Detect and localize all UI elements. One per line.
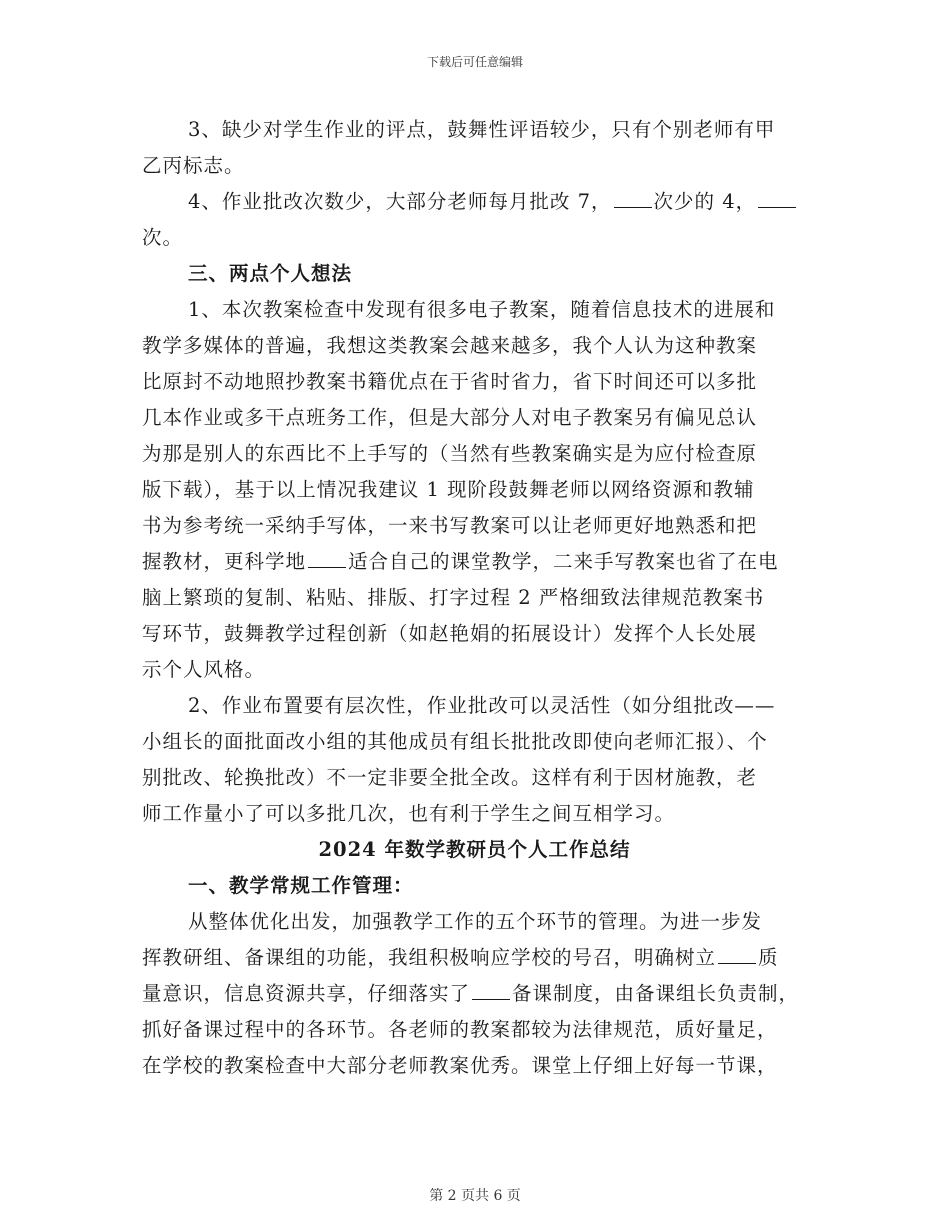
paragraph-line: 3、缺少对学生作业的评点，鼓舞性评语较少，只有个别老师有甲 [188,118,776,141]
text-segment: 量意识，信息资源共享，仔细落实了 [142,982,471,1005]
paragraph-line: 比原封不动地照抄教案书籍优点在于省时省力，省下时间还可以多批 [142,370,758,393]
paragraph-line: 抓好备课过程中的各环节。各老师的教案都较为法律规范，质好量足， [142,1018,778,1041]
paragraph-line [142,184,807,220]
paragraph-line: 教学多媒体的普遍，我想这类教案会越来越多，我个人认为这种教案 [142,334,758,357]
fill-blank [758,185,796,208]
paragraph-line: 1、本次教案检查中发现有很多电子教案，随着信息技术的进展和 [188,298,776,321]
page-footer: 第 2 页共 6 页 [429,1188,521,1204]
paragraph-line: 版下载），基于以上情况我建议 1 现阶段鼓舞老师以网络资源和教辅 [142,478,755,501]
paragraph-line: 写环节，鼓舞教学过程创新（如赵艳娟的拓展设计）发挥个人长处展 [142,622,758,645]
text-segment: 握教材，更科学地 [142,550,307,573]
paragraph-line: 从整体优化出发，加强教学工作的五个环节的管理。为进一步发 [188,910,763,933]
paragraph-line: 几本作业或多干点班务工作，但是大部分人对电子教案另有偏见总认 [142,406,758,429]
paragraph-line: 为那是别人的东西比不上手写的（当然有些教案确实是为应付检查原 [142,442,758,465]
text-segment: 挥教研组、备课组的功能，我组积极响应学校的号召，明确树立 [142,946,717,969]
paragraph-line: 2、作业布置要有层次性，作业批改可以灵活性（如分组批改—— [188,694,776,717]
fill-blank [614,185,652,208]
section-heading: 一、教学常规工作管理： [188,874,414,897]
paragraph-line [142,544,807,580]
text-segment: 质 [758,946,779,969]
fill-blank [472,977,510,1000]
paragraph-line: 次。 [142,226,184,249]
document-title: 2024 年数学教研员个人工作总结 [318,838,631,861]
text-segment: 次少的 4， [653,190,757,213]
fill-blank [308,545,346,568]
paragraph-line [142,940,807,976]
text-segment: 备课制度，由备课组长负责制， [512,982,800,1005]
paragraph-line: 小组长的面批面改小组的其他成员有组长批批改即使向老师汇报）、个 [142,730,768,753]
document-body [142,112,807,1084]
paragraph-line: 别批改、轮换批改）不一定非要全批全改。这样有利于因材施教，老 [142,766,758,789]
paragraph-line: 示个人风格。 [142,658,266,681]
paragraph-line: 脑上繁琐的复制、粘贴、排版、打字过程 2 严格细致法律规范教案书 [142,586,765,609]
paragraph-line: 师工作量小了可以多批几次，也有利于学生之间互相学习。 [142,802,676,825]
paragraph-line: 乙丙标志。 [142,154,245,177]
page-header: 下载后可任意编辑 [426,55,523,69]
paragraph-line [142,976,807,1012]
section-heading: 三、两点个人想法 [188,262,353,285]
paragraph-line: 在学校的教案检查中大部分老师教案优秀。课堂上仔细上好每一节课， [142,1054,778,1077]
fill-blank [718,941,756,964]
text-segment: 4、作业批改次数少，大部分老师每月批改 7， [188,190,612,213]
paragraph-line: 书为参考统一采纳手写体，一来书写教案可以让老师更好地熟悉和把 [142,514,758,537]
text-segment: 适合自己的课堂教学，二来手写教案也省了在电 [348,550,779,573]
